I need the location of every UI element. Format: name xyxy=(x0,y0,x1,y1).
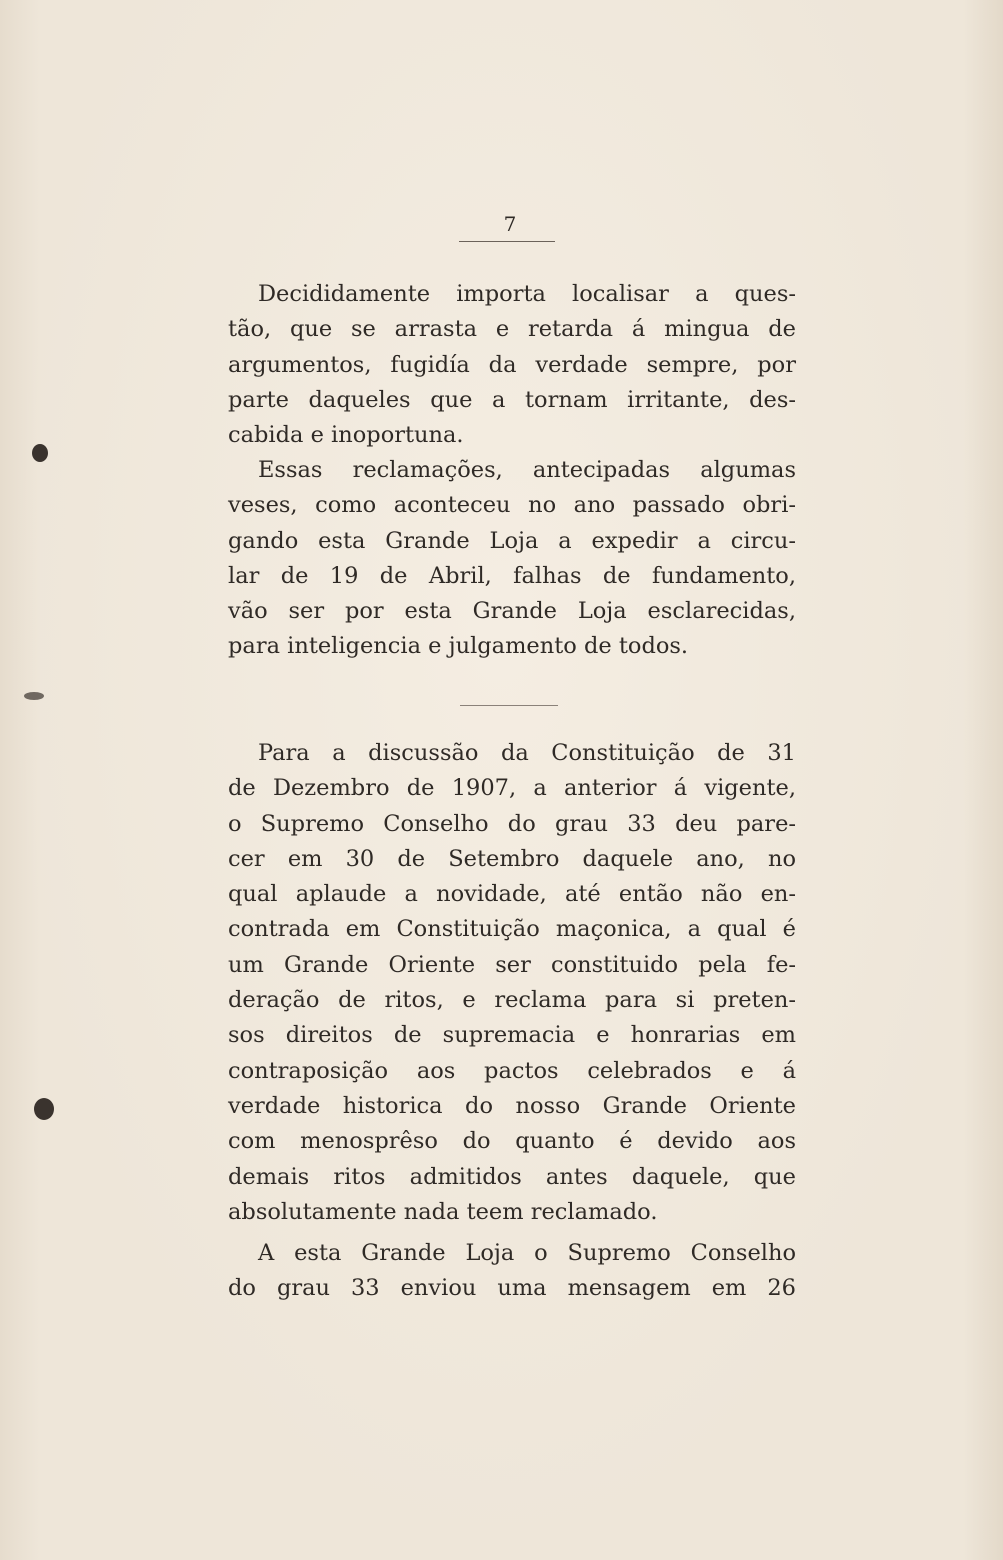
paragraph-line: qual aplaude a novidade, até então não en- xyxy=(228,881,796,908)
paragraph-line: parte daqueles que a tornam irritante, des- xyxy=(228,386,796,413)
header-rule xyxy=(459,241,555,242)
paragraph-line: absolutamente nada teem reclamado. xyxy=(228,1198,658,1225)
page-number: 7 xyxy=(503,212,517,236)
paragraph-line: argumentos, fugidía da verdade sempre, por xyxy=(228,351,796,378)
section-divider xyxy=(460,705,558,706)
paragraph-2 xyxy=(228,453,796,665)
paragraph-line: contrada em Constituição maçonica, a qual é xyxy=(228,916,796,943)
paragraph-4 xyxy=(228,1236,796,1307)
paragraph-line: de Dezembro de 1907, a anterior á vigente, xyxy=(228,775,796,802)
binding-hole-top xyxy=(32,444,48,462)
paragraph-line: gando esta Grande Loja a expedir a circu- xyxy=(228,527,796,554)
paragraph-line: tão, que se arrasta e retarda á mingua de xyxy=(228,316,796,343)
paragraph-line: sos direitos de supremacia e honrarias em xyxy=(228,1022,796,1049)
paragraph-line: Essas reclamações, antecipadas algumas xyxy=(258,457,796,483)
paragraph-line: um Grande Oriente ser constituido pela fe- xyxy=(228,951,796,978)
binding-hole-bottom xyxy=(34,1098,54,1120)
paragraph-line: cer em 30 de Setembro daquele ano, no xyxy=(228,845,796,872)
paragraph-line: do grau 33 enviou uma mensagem em 26 xyxy=(228,1275,796,1302)
paragraph-3 xyxy=(228,736,796,1230)
paragraph-line: lar de 19 de Abril, falhas de fundamento, xyxy=(228,562,796,589)
paragraph-line: veses, como aconteceu no ano passado obri- xyxy=(228,492,796,519)
paragraph-line: o Supremo Conselho do grau 33 deu pare- xyxy=(228,810,796,837)
paragraph-1 xyxy=(228,277,796,453)
paragraph-line: verdade historica do nosso Grande Oriente xyxy=(228,1092,796,1119)
paragraph-line: para inteligencia e julgamento de todos. xyxy=(228,633,689,660)
paragraph-line: com menosprêso do quanto é devido aos xyxy=(228,1128,796,1155)
paragraph-line: contraposição aos pactos celebrados e á xyxy=(228,1057,796,1084)
binding-hole-middle xyxy=(24,692,44,700)
paragraph-line: Decididamente importa localisar a ques- xyxy=(258,281,796,307)
paragraph-line: cabida e inoportuna. xyxy=(228,422,464,449)
paragraph-line: A esta Grande Loja o Supremo Conselho xyxy=(258,1240,796,1266)
paragraph-line: demais ritos admitidos antes daquele, que xyxy=(228,1163,796,1190)
paragraph-line: vão ser por esta Grande Loja esclarecidas, xyxy=(228,598,796,625)
paragraph-line: Para a discussão da Constituição de 31 xyxy=(258,740,796,766)
paragraph-line: deração de ritos, e reclama para si preten- xyxy=(228,987,796,1014)
